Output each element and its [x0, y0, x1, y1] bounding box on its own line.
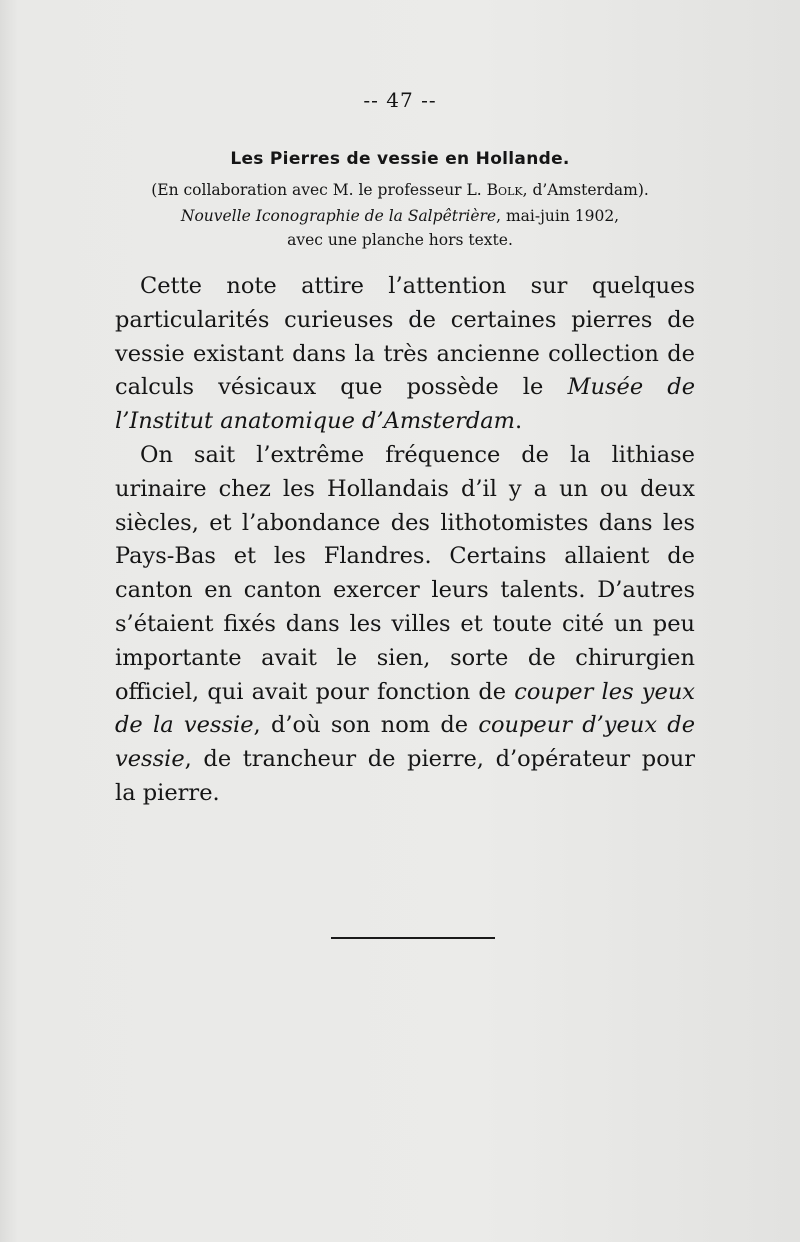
text-run-italic: couper les yeux de la vessie [115, 678, 695, 739]
plate-note: avec une planche hors texte. [287, 231, 513, 249]
section-title: Les Pierres de vessie en Hollande. [230, 149, 570, 169]
journal-date: , mai-juin 1902, [496, 207, 620, 225]
collaboration-prefix: (En collaboration avec M. le professeur L. [151, 181, 487, 199]
collaborator-name: Bolk [486, 181, 523, 199]
text-run: , de trancheur de pierre, d’opérateur pour la pierre. [115, 746, 695, 806]
text-run: On sait l’extrême fréquence de la lithiase urinaire chez les Hollandais d’il y a un ou deux siècles, et l’abondance des lithotomistes dans les Pays-Bas et les Flandres. Certains allaient de canton en canton exercer leurs talents. D’autres s’étaient fixés dans les villes et toute cité un peu importante avait le sien, sorte de chirurgien officiel, qui avait pour fonction de [115, 441, 695, 705]
paragraph-1 [115, 270, 695, 439]
text-run: Cette note attire l’attention sur quelques particularités curieuses de certaines pierres de vessie existant dans la très ancienne collection de calculs vésicaux que possède le [115, 273, 695, 401]
publication-reference [0, 207, 800, 225]
text-run: , d’où son nom de [253, 712, 479, 739]
paragraph-2 [115, 439, 695, 811]
collaboration-note [0, 181, 800, 199]
page-number: -- 47 -- [363, 88, 437, 112]
body-text [115, 270, 695, 811]
text-run-italic: coupeur d’yeux de vessie [115, 712, 696, 773]
journal-name: Nouvelle Iconographie de la Salpêtrière [180, 207, 497, 225]
collaboration-suffix: , d’Amsterdam). [522, 181, 649, 199]
section-divider [331, 937, 495, 939]
text-run-italic: Musée de l’Institut anatomique d’Amsterdam [115, 374, 696, 435]
text-run: . [515, 408, 523, 435]
